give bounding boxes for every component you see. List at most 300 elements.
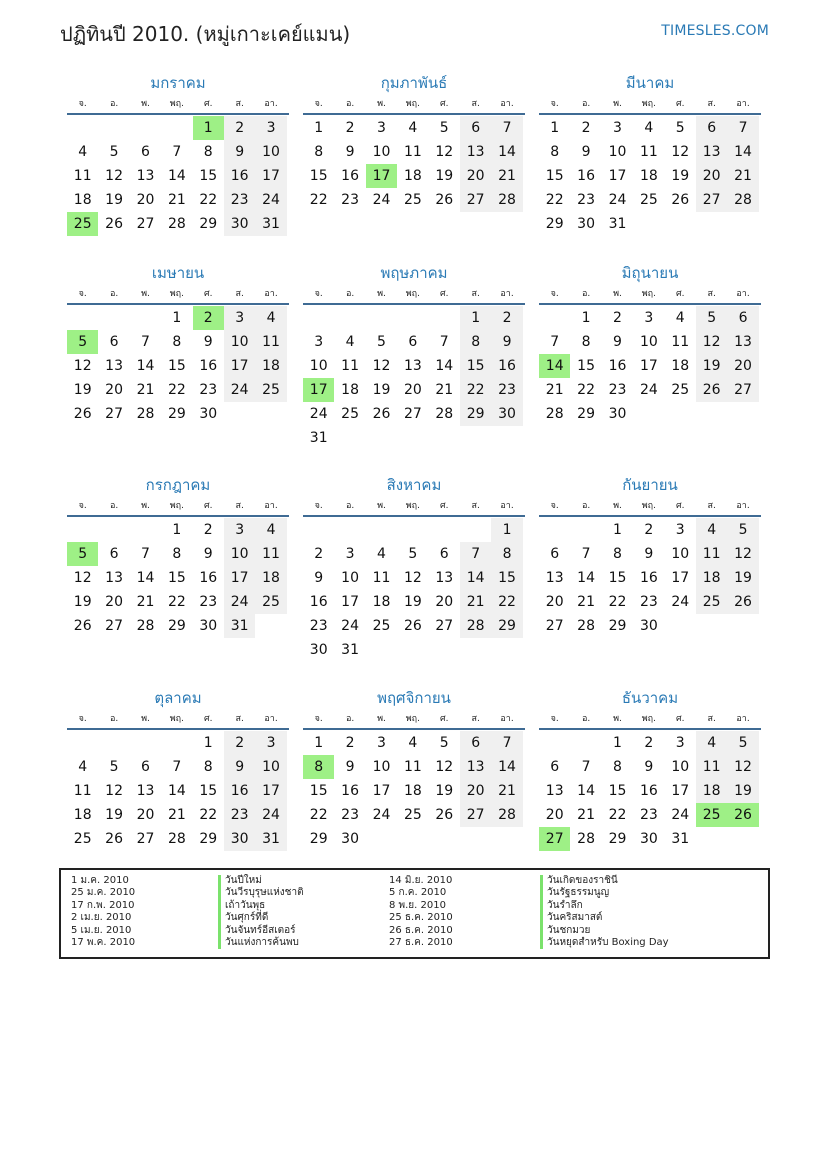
day-cell: 11 (671, 334, 690, 350)
day-cell: 21 (727, 164, 758, 188)
day-cell: 31 (224, 614, 255, 638)
weekday-label: จ. (78, 714, 87, 724)
day-cell: 20 (136, 192, 155, 208)
month-calendar (67, 262, 289, 426)
weekday-label: ศ. (203, 99, 213, 109)
weekday-label: ส. (471, 99, 480, 109)
month-calendar (539, 687, 761, 851)
weekday-label: พฤ. (405, 501, 420, 511)
weekday-header (67, 97, 289, 115)
day-cell: 16 (341, 168, 359, 184)
day-cell: 8 (581, 334, 591, 350)
day-cell: 20 (435, 594, 454, 610)
day-cell: 11 (403, 144, 422, 160)
day-cell: 27 (136, 216, 155, 232)
day-cell: 6 (141, 144, 150, 160)
day-cell: 26 (727, 590, 758, 614)
legend-holiday-name: เถ้าวันพุธ (218, 900, 304, 912)
day-cell: 17 (671, 570, 690, 586)
day-cell: 1 (314, 735, 324, 751)
day-cell: 10 (372, 759, 391, 775)
weekday-label: ส. (235, 289, 244, 299)
legend-date: 27 ธ.ค. 2010 (389, 936, 453, 948)
day-cell: 22 (460, 378, 491, 402)
day-cell: 22 (608, 807, 627, 823)
day-cell: 2 (491, 306, 522, 330)
day-cell: 19 (727, 779, 758, 803)
day-cell: 6 (727, 306, 758, 330)
day-cell: 25 (696, 590, 727, 614)
legend-date: 25 ม.ค. 2010 (71, 887, 136, 899)
day-cell: 28 (167, 831, 186, 847)
day-cell: 16 (224, 779, 255, 803)
day-cell: 20 (460, 164, 491, 188)
empty-day-cell (303, 306, 334, 330)
day-cell: 24 (224, 590, 255, 614)
weekday-label: อ. (345, 289, 355, 299)
day-cell: 7 (581, 759, 591, 775)
legend-dates-column-1 (71, 875, 135, 949)
holiday-day-cell: 25 (696, 803, 727, 827)
weekday-label: จ. (550, 714, 559, 724)
day-cell: 17 (224, 566, 255, 590)
holiday-day-cell: 5 (67, 330, 98, 354)
day-cell: 7 (172, 759, 182, 775)
day-cell: 31 (608, 216, 627, 232)
day-cell: 9 (203, 334, 213, 350)
empty-day-cell (98, 306, 129, 330)
day-cell: 9 (644, 759, 654, 775)
day-cell: 24 (671, 807, 690, 823)
day-cell: 26 (435, 192, 454, 208)
weekday-label: พฤ. (641, 289, 656, 299)
day-cell: 14 (167, 168, 186, 184)
day-cell: 11 (372, 570, 391, 586)
weekday-label: อา. (736, 99, 750, 109)
day-cell: 10 (608, 144, 627, 160)
legend-holiday-name: วันเกิดของราชินี (540, 875, 669, 887)
day-cell: 24 (671, 594, 690, 610)
weekday-label: ศ. (203, 289, 213, 299)
weekday-label: พฤ. (641, 99, 656, 109)
day-cell: 13 (136, 168, 155, 184)
day-cell: 4 (408, 735, 418, 751)
day-cell: 14 (435, 358, 454, 374)
month-calendar (67, 72, 289, 236)
weekday-header (67, 287, 289, 305)
holiday-day-cell: 2 (193, 306, 224, 330)
day-cell: 10 (255, 140, 286, 164)
day-cell: 30 (608, 406, 627, 422)
day-cell: 14 (491, 755, 522, 779)
weekday-label: ส. (707, 501, 716, 511)
day-cell: 20 (105, 382, 123, 398)
day-cell: 25 (73, 831, 92, 847)
day-grid (67, 518, 289, 638)
day-cell: 4 (696, 518, 727, 542)
day-cell: 27 (435, 618, 454, 634)
day-cell: 12 (727, 542, 758, 566)
day-cell: 17 (372, 783, 391, 799)
day-cell: 10 (671, 546, 690, 562)
legend-holiday-name: วันแห่งการค้นพบ (218, 937, 304, 949)
day-cell: 29 (309, 831, 328, 847)
day-cell: 9 (491, 330, 522, 354)
day-cell: 4 (345, 334, 355, 350)
day-cell: 26 (105, 831, 123, 847)
day-cell: 26 (73, 618, 92, 634)
weekday-label: ส. (707, 289, 716, 299)
day-cell: 5 (109, 759, 119, 775)
day-cell: 7 (141, 334, 150, 350)
day-cell: 28 (577, 831, 595, 847)
day-cell: 8 (203, 144, 213, 160)
empty-day-cell (161, 116, 192, 140)
day-cell: 19 (435, 168, 454, 184)
day-cell: 26 (403, 618, 422, 634)
day-cell: 23 (491, 378, 522, 402)
day-cell: 18 (696, 566, 727, 590)
day-cell: 21 (136, 594, 155, 610)
month-calendar (303, 474, 525, 662)
day-cell: 8 (203, 759, 213, 775)
empty-day-cell (570, 731, 601, 755)
day-cell: 5 (109, 144, 119, 160)
day-cell: 9 (314, 570, 324, 586)
weekday-label: พ. (613, 501, 622, 511)
day-cell: 13 (105, 358, 123, 374)
day-cell: 19 (671, 168, 690, 184)
legend-holiday-name: วันจันทร์อีสเตอร์ (218, 925, 304, 937)
day-cell: 8 (172, 334, 182, 350)
day-cell: 5 (696, 306, 727, 330)
day-cell: 4 (408, 120, 418, 136)
legend-date: 1 ม.ค. 2010 (71, 875, 129, 886)
site-brand-link[interactable]: TIMESLES.COM (661, 23, 769, 39)
day-cell: 6 (550, 546, 560, 562)
day-grid (67, 306, 289, 426)
weekday-label: ศ. (675, 99, 685, 109)
day-cell: 23 (224, 188, 255, 212)
weekday-label: พฤ. (641, 714, 656, 724)
day-cell: 25 (255, 378, 286, 402)
day-cell: 14 (167, 783, 186, 799)
weekday-label: อา. (736, 289, 750, 299)
weekday-header (539, 499, 761, 517)
weekday-label: อา. (500, 501, 514, 511)
day-cell: 5 (439, 120, 449, 136)
weekday-label: อ. (109, 714, 119, 724)
empty-day-cell (570, 518, 601, 542)
day-cell: 11 (73, 783, 92, 799)
weekday-label: อ. (581, 99, 591, 109)
day-cell: 18 (73, 807, 92, 823)
day-cell: 8 (613, 546, 622, 562)
day-cell: 17 (608, 168, 627, 184)
day-cell: 12 (403, 570, 422, 586)
weekday-label: พฤ. (169, 99, 184, 109)
day-cell: 6 (439, 546, 449, 562)
legend-date: 25 ธ.ค. 2010 (389, 912, 453, 924)
legend-names-column-2 (540, 875, 669, 949)
day-cell: 8 (314, 144, 324, 160)
day-cell: 3 (644, 310, 654, 326)
weekday-label: ศ. (203, 501, 213, 511)
day-cell: 10 (671, 759, 690, 775)
month-calendar (67, 687, 289, 851)
empty-day-cell (539, 306, 570, 330)
day-cell: 22 (167, 382, 186, 398)
day-cell: 2 (613, 310, 622, 326)
day-grid (303, 306, 525, 450)
day-cell: 10 (372, 144, 391, 160)
day-cell: 7 (727, 116, 758, 140)
weekday-label: ส. (707, 714, 716, 724)
weekday-label: พ. (377, 289, 386, 299)
empty-day-cell (67, 731, 98, 755)
day-cell: 27 (727, 378, 758, 402)
day-cell: 3 (255, 731, 286, 755)
day-cell: 12 (105, 168, 123, 184)
legend-holiday-name: วันคริสมาสต์ (540, 912, 669, 924)
day-cell: 24 (224, 378, 255, 402)
weekday-header (303, 712, 525, 730)
month-name: พฤษภาคม (380, 264, 448, 282)
day-cell: 28 (727, 188, 758, 212)
day-cell: 11 (639, 144, 658, 160)
weekday-label: พ. (141, 289, 150, 299)
day-cell: 23 (639, 594, 658, 610)
day-cell: 31 (255, 212, 286, 236)
day-cell: 2 (345, 735, 355, 751)
day-cell: 19 (73, 594, 92, 610)
day-cell: 22 (309, 807, 328, 823)
weekday-label: พ. (613, 289, 622, 299)
month-name: มิถุนายน (621, 264, 679, 282)
day-cell: 16 (224, 164, 255, 188)
day-cell: 18 (696, 779, 727, 803)
day-cell: 18 (403, 168, 422, 184)
day-cell: 23 (199, 594, 218, 610)
day-cell: 24 (639, 382, 658, 398)
day-cell: 7 (460, 542, 491, 566)
empty-day-cell (98, 116, 129, 140)
weekday-label: จ. (78, 289, 87, 299)
day-cell: 15 (577, 358, 595, 374)
day-cell: 23 (341, 807, 359, 823)
weekday-label: อ. (345, 714, 355, 724)
day-cell: 23 (639, 807, 658, 823)
day-cell: 1 (172, 310, 182, 326)
day-cell: 2 (314, 546, 324, 562)
weekday-label: อ. (581, 501, 591, 511)
day-cell: 29 (460, 402, 491, 426)
month-calendar (303, 262, 525, 450)
day-cell: 30 (577, 216, 595, 232)
day-cell: 4 (696, 731, 727, 755)
month-name: ธันวาคม (621, 689, 679, 707)
empty-day-cell (397, 306, 428, 330)
weekday-label: ศ. (439, 289, 449, 299)
day-cell: 2 (345, 120, 355, 136)
empty-day-cell (539, 518, 570, 542)
legend-date: 26 ธ.ค. 2010 (389, 924, 453, 936)
day-cell: 13 (460, 755, 491, 779)
day-cell: 22 (545, 192, 564, 208)
day-cell: 24 (341, 618, 359, 634)
day-cell: 28 (435, 406, 454, 422)
day-cell: 7 (581, 546, 591, 562)
day-cell: 16 (577, 168, 595, 184)
month-name: มีนาคม (625, 74, 675, 92)
day-cell: 19 (727, 566, 758, 590)
day-grid (67, 731, 289, 851)
day-grid (303, 518, 525, 662)
day-cell: 27 (105, 406, 123, 422)
day-cell: 15 (309, 783, 328, 799)
day-cell: 7 (439, 334, 449, 350)
day-cell: 7 (172, 144, 182, 160)
day-cell: 22 (608, 594, 627, 610)
day-grid (539, 518, 761, 638)
weekday-label: อ. (109, 99, 119, 109)
weekday-label: อา. (500, 714, 514, 724)
weekday-label: พ. (613, 714, 622, 724)
day-cell: 28 (136, 406, 155, 422)
day-cell: 25 (403, 807, 422, 823)
day-cell: 2 (581, 120, 591, 136)
weekday-label: ส. (235, 714, 244, 724)
empty-day-cell (460, 518, 491, 542)
holiday-day-cell: 26 (727, 803, 758, 827)
day-cell: 5 (675, 120, 685, 136)
day-cell: 2 (224, 731, 255, 755)
day-cell: 15 (491, 566, 522, 590)
day-cell: 3 (255, 116, 286, 140)
day-cell: 8 (460, 330, 491, 354)
day-cell: 11 (696, 542, 727, 566)
weekday-label: อา. (264, 289, 278, 299)
legend-holiday-name: วันปีใหม่ (218, 875, 304, 887)
day-cell: 21 (435, 382, 454, 398)
holiday-day-cell: 14 (539, 354, 570, 378)
weekday-header (539, 287, 761, 305)
holiday-day-cell: 17 (366, 164, 397, 188)
month-calendar (303, 687, 525, 851)
weekday-label: พฤ. (405, 714, 420, 724)
day-cell: 26 (435, 807, 454, 823)
month-calendar (67, 474, 289, 638)
weekday-label: พ. (377, 714, 386, 724)
day-cell: 1 (460, 306, 491, 330)
day-cell: 22 (491, 590, 522, 614)
day-cell: 12 (105, 783, 123, 799)
day-cell: 22 (167, 594, 186, 610)
weekday-label: จ. (550, 289, 559, 299)
day-cell: 9 (345, 144, 355, 160)
empty-day-cell (67, 306, 98, 330)
empty-day-cell (539, 731, 570, 755)
day-cell: 21 (491, 164, 522, 188)
month-name: กันยายน (622, 476, 678, 494)
day-cell: 13 (136, 783, 155, 799)
day-cell: 19 (105, 807, 123, 823)
day-cell: 17 (255, 779, 286, 803)
day-cell: 7 (491, 731, 522, 755)
month-name: สิงหาคม (386, 476, 442, 494)
day-cell: 30 (224, 212, 255, 236)
holiday-day-cell: 27 (539, 827, 570, 851)
day-cell: 4 (377, 546, 386, 562)
day-cell: 9 (644, 546, 654, 562)
day-cell: 18 (403, 783, 422, 799)
weekday-label: อ. (581, 714, 591, 724)
day-cell: 19 (435, 783, 454, 799)
day-cell: 20 (696, 164, 727, 188)
legend-holiday-name: วันชกมวย (540, 925, 669, 937)
empty-day-cell (130, 306, 161, 330)
day-cell: 22 (199, 192, 218, 208)
weekday-label: พฤ. (405, 289, 420, 299)
day-cell: 12 (696, 330, 727, 354)
day-cell: 9 (345, 759, 355, 775)
day-cell: 26 (696, 378, 727, 402)
day-cell: 1 (491, 518, 522, 542)
empty-day-cell (161, 731, 192, 755)
day-cell: 4 (644, 120, 654, 136)
day-cell: 16 (608, 358, 627, 374)
day-cell: 13 (403, 358, 422, 374)
day-cell: 29 (167, 618, 186, 634)
day-cell: 19 (696, 354, 727, 378)
day-cell: 15 (167, 358, 186, 374)
weekday-label: อา. (500, 99, 514, 109)
day-cell: 10 (309, 358, 328, 374)
day-cell: 8 (613, 759, 622, 775)
weekday-header (67, 712, 289, 730)
day-cell: 21 (491, 779, 522, 803)
day-cell: 12 (435, 144, 454, 160)
day-cell: 13 (105, 570, 123, 586)
page-title: ปฏิทินปี 2010. (หมู่เกาะเคย์แมน) (60, 22, 351, 46)
day-cell: 21 (167, 807, 186, 823)
day-cell: 14 (136, 570, 155, 586)
month-name: มกราคม (150, 74, 206, 92)
day-cell: 12 (73, 570, 92, 586)
day-cell: 28 (460, 614, 491, 638)
day-cell: 1 (613, 522, 622, 538)
day-cell: 4 (78, 759, 88, 775)
day-cell: 18 (341, 382, 359, 398)
day-cell: 9 (224, 140, 255, 164)
legend-dates-column-2 (389, 875, 453, 949)
day-cell: 18 (73, 192, 92, 208)
day-cell: 15 (167, 570, 186, 586)
day-cell: 8 (491, 542, 522, 566)
legend-date: 17 ก.พ. 2010 (71, 899, 135, 911)
weekday-label: พฤ. (169, 289, 184, 299)
day-cell: 11 (403, 759, 422, 775)
month-name: พฤศจิกายน (377, 689, 451, 707)
day-cell: 14 (460, 566, 491, 590)
day-cell: 20 (727, 354, 758, 378)
day-cell: 6 (109, 546, 119, 562)
day-cell: 29 (167, 406, 186, 422)
weekday-header (67, 499, 289, 517)
day-cell: 30 (199, 618, 218, 634)
day-cell: 9 (224, 755, 255, 779)
day-cell: 29 (491, 614, 522, 638)
